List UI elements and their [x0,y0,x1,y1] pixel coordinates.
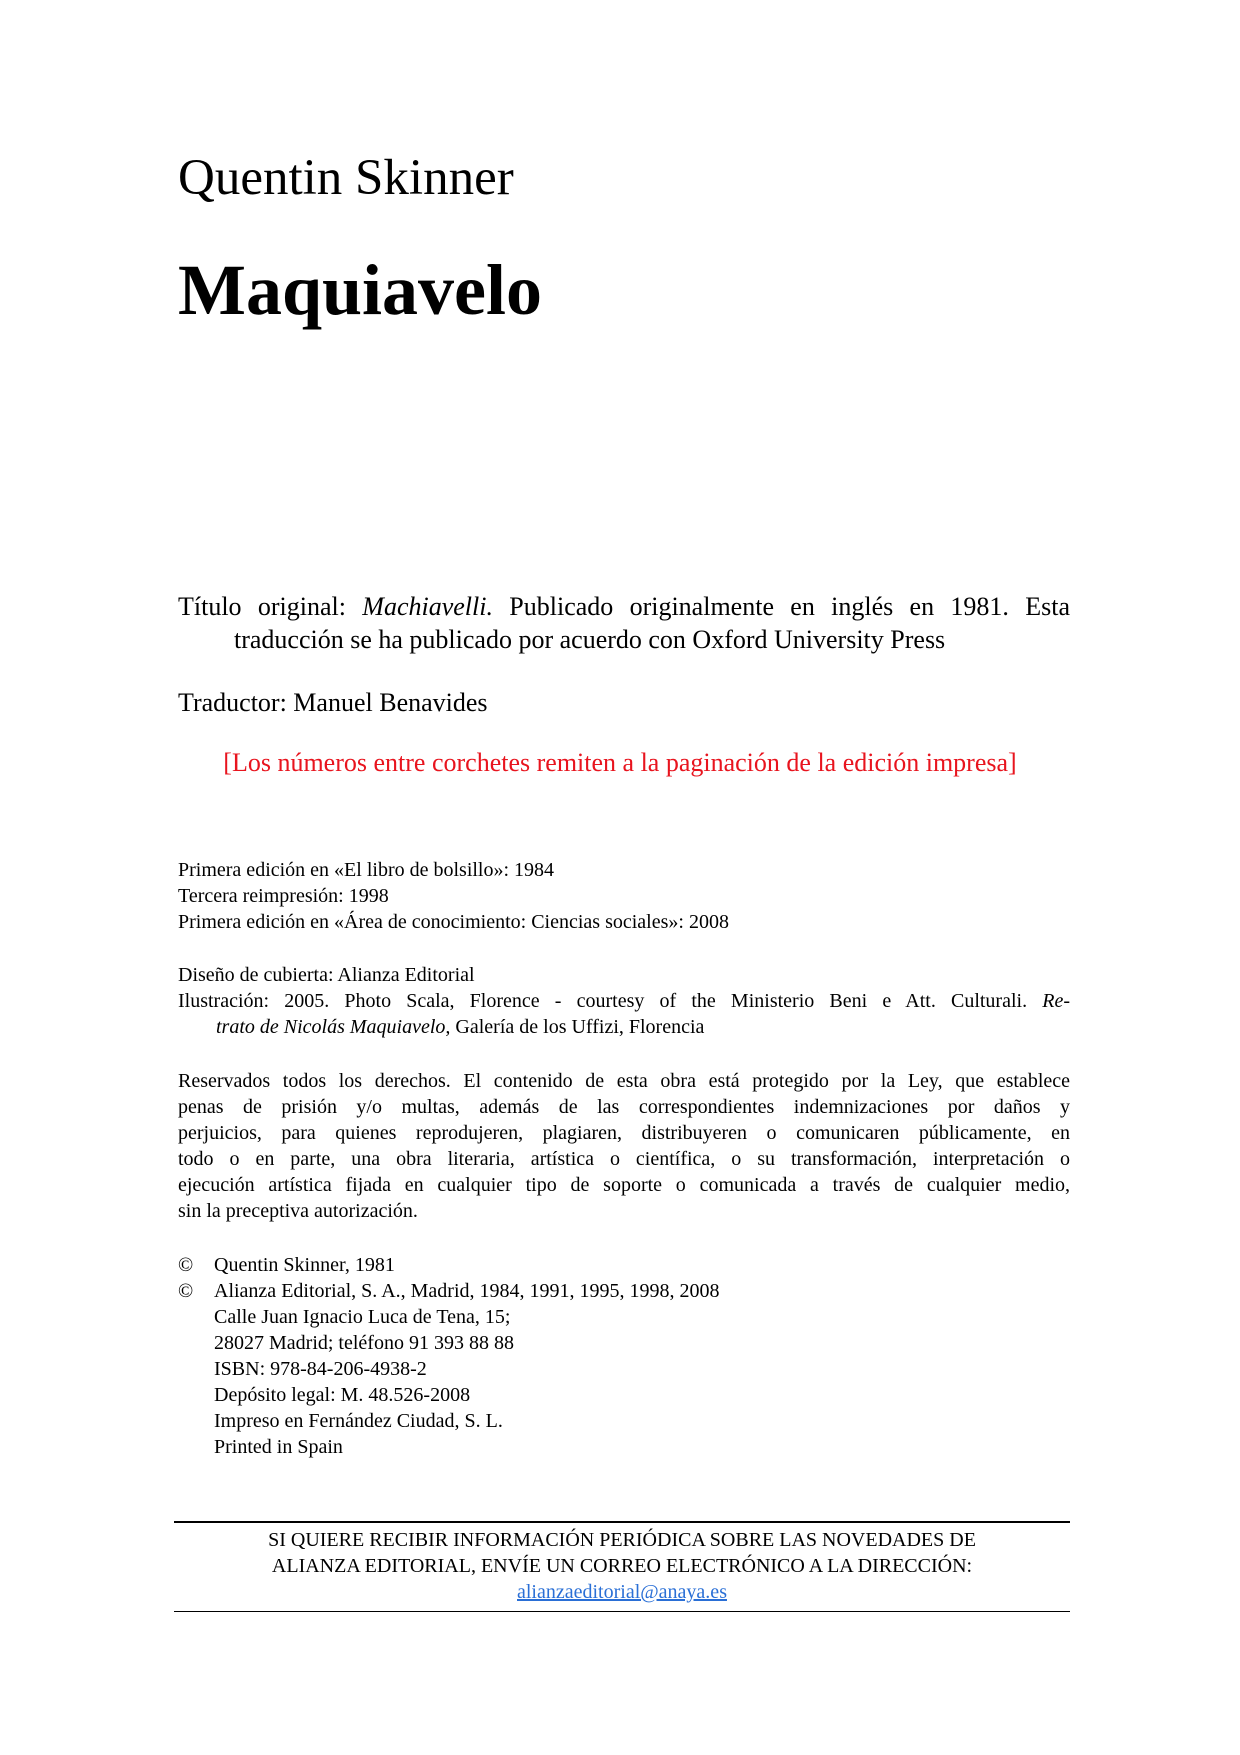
illustration-credit-line-1 [178,988,1070,1014]
newsletter-line-2: ALIANZA EDITORIAL, ENVÍE UN CORREO ELECTRÓNICO A LA DIRECCIÓN: [271,1555,973,1577]
edition-line: Primera edición en «Área de conocimiento: Ciencias sociales»: 2008 [178,911,729,933]
illustration-credit-line-2 [178,1014,1070,1040]
rights-line: ejecución artística fijada en cualquier tipo de soporte o comunicada a través de cualquier medio, [178,1174,1070,1196]
original-title-italic: Machiavelli. [362,592,493,621]
copyright-row [178,1278,720,1304]
email-link[interactable]: alianzaeditorial@anaya.es [517,1581,727,1603]
copyright-symbol: © [178,1280,194,1302]
original-title-line-1 [178,590,1070,623]
publisher-address-line: Calle Juan Ignacio Luca de Tena, 15; [214,1306,511,1328]
newsletter-line-1: SI QUIERE RECIBIR INFORMACIÓN PERIÓDICA SOBRE LAS NOVEDADES DE [268,1529,976,1551]
copyright-block [178,1252,720,1460]
copyright-row [178,1252,720,1278]
rights-line: Reservados todos los derechos. El contenido de esta obra está protegido por la Ley, que establece [178,1070,1070,1092]
editions-list [178,857,729,935]
illustration-credit-rest: Galería de los Uffizi, Florencia [450,1016,705,1038]
printed-in: Printed in Spain [214,1436,343,1458]
copyright-publisher: Alianza Editorial, S. A., Madrid, 1984, 1991, 1995, 1998, 2008 [214,1280,720,1302]
printer: Impreso en Fernández Ciudad, S. L. [214,1410,503,1432]
original-title-block [178,590,1070,656]
cover-design-credit: Diseño de cubierta: Alianza Editorial [178,964,475,986]
original-title-label: Título original: [178,592,363,621]
copyright-symbol: © [178,1254,194,1276]
rights-line: sin la preceptiva autorización. [178,1200,418,1222]
publisher-address-line: 28027 Madrid; teléfono 91 393 88 88 [214,1332,514,1354]
pagination-note: [Los números entre corchetes remiten a la paginación de la edición impresa] [223,748,1017,777]
translator-credit: Traductor: Manuel Benavides [178,688,488,717]
edition-line: Tercera reimpresión: 1998 [178,885,389,907]
author-name: Quentin Skinner [178,150,514,206]
copyright-author: Quentin Skinner, 1981 [214,1254,395,1276]
credits-block [178,962,1070,1040]
edition-line: Primera edición en «El libro de bolsillo»: 1984 [178,859,555,881]
illustration-italic-start: Re- [1042,990,1070,1012]
legal-deposit: Depósito legal: M. 48.526-2008 [214,1384,471,1406]
illustration-credit-text: Ilustración: 2005. Photo Scala, Florence - courtesy of the Ministerio Beni e Att. Culturali. [178,990,1028,1012]
isbn: ISBN: 978-84-206-4938-2 [214,1358,427,1380]
rights-notice [178,1068,1070,1224]
illustration-italic-title: trato de Nicolás Maquiavelo, [216,1016,451,1038]
rights-line: perjuicios, para quienes reprodujeren, plagiaren, distribuyeren o comunicaren públicamente, en [178,1122,1070,1144]
original-title-rest: Publicado originalmente en inglés en 1981. Esta [492,592,1070,621]
newsletter-box [174,1521,1070,1612]
book-title: Maquiavelo [178,250,543,330]
original-title-line-2: traducción se ha publicado por acuerdo con Oxford University Press [234,625,946,654]
rights-line: todo o en parte, una obra literaria, artística o científica, o su transformación, interpretación o [178,1148,1070,1170]
rights-line: penas de prisión y/o multas, además de las correspondientes indemnizaciones por daños y [178,1096,1070,1118]
